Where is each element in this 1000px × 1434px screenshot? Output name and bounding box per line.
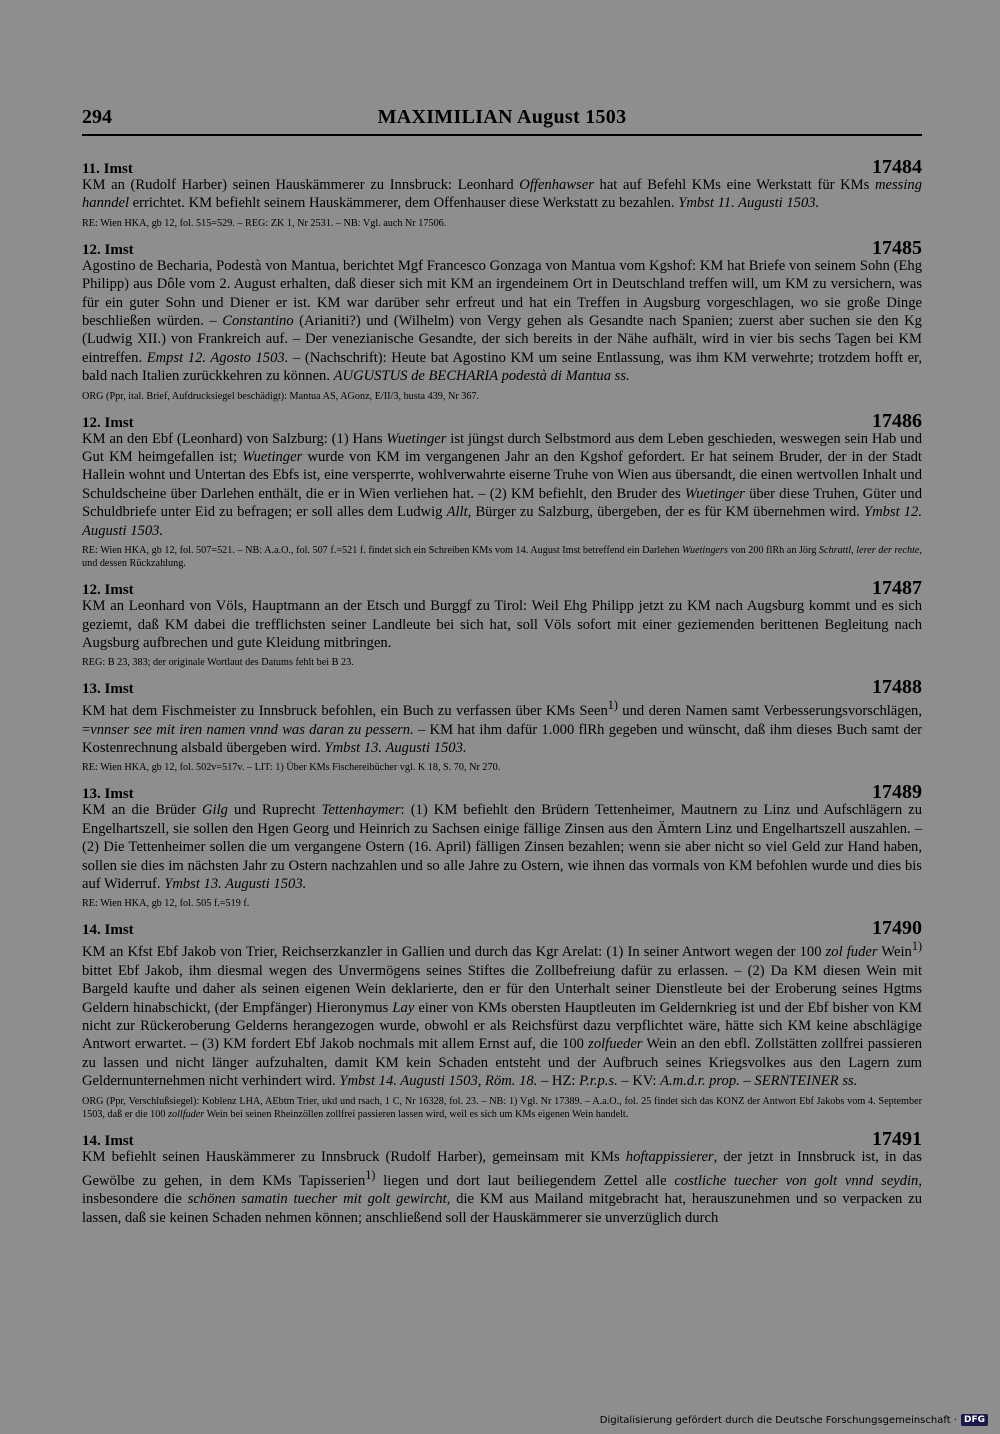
entry-date: 12. Imst: [82, 414, 134, 431]
entry-number: 17489: [872, 781, 922, 804]
regest-entry: [82, 156, 922, 230]
entry-source: REG: B 23, 383; der originale Wortlaut des Datums fehlt bei B 23.: [82, 657, 354, 669]
regest-entry: [82, 1128, 922, 1227]
entry-date: 12. Imst: [82, 582, 134, 599]
page-header: [82, 106, 922, 136]
regest-entry: [82, 410, 922, 570]
footer: [600, 1414, 988, 1426]
entry-header: [82, 917, 922, 940]
entry-body: KM an den Ebf (Leonhard) von Salzburg: (1) Hans Wuetinger ist jüngst durch Selbstmord aus dem Leben geschieden, weswegen sein Hab und Gut KM heimgefallen ist; Wuetinger wurde von KM im vergangenen Jahr an den Kgshof gefordert. Er hat seinem Bruder, der in der Stadt Hallein wohnt und Untertan des Ebfs ist, eine versperrte, wohlverwahrte eiserne Truhe von Wien aus übersandt, die einen wertvollen Inhalt und Schuldscheine über Darlehen enthält, die er in Wien verliehen hat. – (2) KM befiehlt, den Bruder des Wuetinger über diese Truhen, Güter und Schuldbriefe unter Eid zu befragen; er soll alles dem Ludwig Allt, Bürger zu Salzburg, übergeben, der es für KM übernehmen wird. Ymbst 12. Augusti 1503.: [82, 430, 923, 539]
regest-entry: [82, 917, 922, 1120]
entry-number: 17488: [872, 676, 922, 699]
entry-number: 17487: [872, 577, 922, 600]
entry-source: ORG (Ppr, ital. Brief, Aufdrucksiegel beschädigt): Mantua AS, AGonz, E/II/3, busta 439, Nr 367.: [82, 390, 480, 402]
regest-entry: [82, 781, 922, 910]
entry-source: RE: Wien HKA, gb 12, fol. 507=521. – NB: A.a.O., fol. 507 f.=521 f. findet sich ein Schreiben KMs vom 14. August Imst betreffend ein Darlehen Wuetingers von 200 flRh an Jörg Schrattl, lerer der rechte, und dessen Rückzahlung.: [82, 545, 922, 570]
entry-date: 11. Imst: [82, 161, 133, 177]
entry-source: RE: Wien HKA, gb 12, fol. 505 f.=519 f.: [82, 898, 250, 910]
entry-number: 17486: [872, 409, 922, 432]
entry-header: [82, 781, 922, 804]
entry-number: 17485: [872, 236, 922, 259]
entry-date: 14. Imst: [82, 1132, 134, 1149]
footer-text: Digitalisierung gefördert durch die Deutsche Forschungsgemeinschaft ·: [599, 1414, 957, 1426]
entry-number: 17484: [872, 156, 922, 178]
entry-body: KM an Leonhard von Völs, Hauptmann an der Etsch und Burggf zu Tirol: Weil Ehg Philipp jetzt zu KM nach Augsburg kommt und es sich geziemt, daß KM dabei die trefflichsten seiner Landleute bei sich hat, soll Völs sofort mit einer geziemenden berittenen Begleitung nach Augsburg aufbrechen und gute Kleidung mitbringen.: [82, 598, 922, 651]
entry-date: 13. Imst: [82, 681, 134, 698]
entry-body: KM an Kfst Ebf Jakob von Trier, Reichserzkanzler in Gallien und durch das Kgr Arelat: (1) In seiner Antwort wegen der 100 zol fuder Wein$^{1)}$ bittet Ebf Jakob, ihm diesmal wegen des Unvermögens seines Stiftes die Zollbefreiung dafür zu erlassen. – (2) Da KM diesen Wein mit Bargeld kaufte und daher als seinen eigenen Wein deklarierte, den er für den Unterhalt seiner Dienstleute bei der Eroberung seines Hgtms Geldern hinabschickt, (der Empfänger) Hieronymus Lay einer von KMs obersten Hauptleuten im Geldernkrieg ist und der Ebf bisher von KM nicht zur Rückeroberung Gelderns herangezogen wurde, obwohl er als Reichsfürst dazu verpflichtet wäre, hätte sich KM keine abschlägige Antwort erwartet. – (3) KM fordert Ebf Jakob nochmals mit allem Ernst auf, die 100 zolfueder Wein an den ebfl. Zollstätten zollfrei passieren zu lassen und nicht länger aufzuhalten, damit KM kein Schaden entsteht und der Aufbruch seines Kriegsvolkes aus den Lagern zum Geldernunternehmen nicht verhindert wird. Ymbst 14. Augusti 1503, Röm. 18. – HZ: P.r.p.s. – KV: A.m.d.r. prop. – SERNTEINER ss.: [82, 939, 922, 1090]
entry-date: 13. Imst: [82, 786, 134, 803]
entry-body: KM an (Rudolf Harber) seinen Hauskämmerer zu Innsbruck: Leonhard Offenhawser hat auf Befehl KMs eine Werkstatt für KMs messing hanndel errichtet. KM befiehlt seinem Hauskämmerer, dem Offenhauser diese Werkstatt zu bezahlen. Ymbst 11. Augusti 1503.: [82, 177, 922, 212]
page-number: 294: [82, 106, 112, 128]
entry-header: [82, 237, 922, 257]
entry-number: 17490: [872, 917, 922, 940]
entry-source: RE: Wien HKA, gb 12, fol. 515=529. – REG: ZK 1, Nr 2531. – NB: Vgl. auch Nr 17506.: [82, 217, 447, 229]
entry-body: KM hat dem Fischmeister zu Innsbruck befohlen, ein Buch zu verfassen über KMs Seen$^{1)}$ und deren Namen samt Verbesserungsvorschlägen, =vnnser see mit iren namen vnnd was daran zu pessern. – KM hat ihm dafür 1.000 flRh gegeben und wünscht, daß ihm dieses Buch samt der Kostenrechnung alsbald übergeben wird. Ymbst 13. Augusti 1503.: [82, 698, 922, 756]
regest-entry: [82, 676, 922, 774]
entry-header: [82, 156, 922, 176]
entry-date: 12. Imst: [82, 241, 134, 258]
running-title: MAXIMILIAN August 1503: [377, 106, 627, 128]
entry-header: [82, 577, 922, 600]
entry-date: 14. Imst: [82, 922, 134, 939]
entry-source: RE: Wien HKA, gb 12, fol. 502v=517v. – LIT: 1) Über KMs Fischereibücher vgl. K 18, S. 70, Nr 270.: [82, 762, 501, 774]
entry-header: [82, 1128, 922, 1148]
entry-body: Agostino de Becharia, Podestà von Mantua, berichtet Mgf Francesco Gonzaga von Mantua vom Kgshof: KM hat Briefe von seinem Sohn (Ehg Philipp) aus Dôle vom 2. August erhalten, daß dieser sich mit KM an irgendeinem Ort in Deutschland treffen will, um KM zu versichern, was für ein guter Sohn und Diener er ist. KM war darüber sehr erfreut und hat ein Treffen in Augsburg vorgeschlagen, wo sie große Dinge beschließen würden. – Constantino (Arianiti?) und (Wilhelm) von Vergy gehen als Gesandte nach Spanien; zuerst aber suchen sie den Kg (Ludwig XII.) von Frankreich auf. – Der venezianische Gesandte, der sich bereits in der Nähe aufhält, wird in vier bis sechs Tagen bei KM eintreffen. Empst 12. Agosto 1503. – (Nachschrift): Heute bat Agostino KM um seine Entlassung, was ihm KM verwehrte; trotzdem hofft er, bald nach Italien zurückkehren zu können. AUGUSTUS de BECHARIA podestà di Mantua ss.: [82, 257, 922, 385]
regest-entry: [82, 237, 922, 403]
header-rule: [82, 134, 922, 136]
entry-header: [82, 410, 922, 430]
entry-number: 17491: [872, 1127, 922, 1150]
regest-entry: [82, 577, 922, 669]
regesta-list: [82, 156, 922, 1234]
entry-header: [82, 676, 922, 699]
dfg-logo: DFG: [961, 1414, 988, 1426]
entry-body: KM befiehlt seinen Hauskämmerer zu Innsbruck (Rudolf Harber), gemeinsam mit KMs hoftappissierer, der jetzt in Innsbruck ist, in das Gewölbe zu gehen, in dem KMs Tapisserien$^{1)}$ liegen und dort laut beiliegendem Zettel alle costliche tuecher von golt vnnd seydin, insbesondere die schönen samatin tuecher mit golt gewircht, die KM aus Mailand mitgebracht hat, herauszunehmen und so verpacken zu lassen, daß sie keinen Schaden nehmen können; anschließend soll der Hauskämmerer sie unverzüglich durch: [82, 1148, 923, 1226]
entry-body: KM an die Brüder Gilg und Ruprecht Tettenhaymer: (1) KM befiehlt den Brüdern Tettenheimer, Mautnern zu Linz und Aufschlägern zu Engelhartszell, sie sollen den Hgen Georg und Heinrich zu Sachsen einige fällige Zinsen aus den Ämtern Linz und Engelhartszell auszahlen. – (2) Die Tettenheimer sollen die um vergangene Ostern (16. April) fälligen Zinsen bezahlen; wenn sie aber nicht so viel Geld zur Hand haben, sollen sie dies im nächsten Jahr zu Ostern nachzahlen und so alle Jahre zu Ostern, wie ihnen das vormals von KM befohlen wurde und dies bis auf Widerruf. Ymbst 13. Augusti 1503.: [82, 802, 922, 893]
entry-source: ORG (Ppr, Verschlußsiegel): Koblenz LHA, AEbtm Trier, ukd und rsach, 1 C, Nr 16328, fol. 23. – NB: 1) Vgl. Nr 17389. – A.a.O., fol. 25 findet sich das KONZ der Antwort Ebf Jakobs vom 4. September 1503, daß er die 100 zollfuder Wein bei seinen Rheinzöllen zollfrei passieren lassen wird, weil es sich um KMs eigenen Wein handelt.: [82, 1095, 922, 1120]
